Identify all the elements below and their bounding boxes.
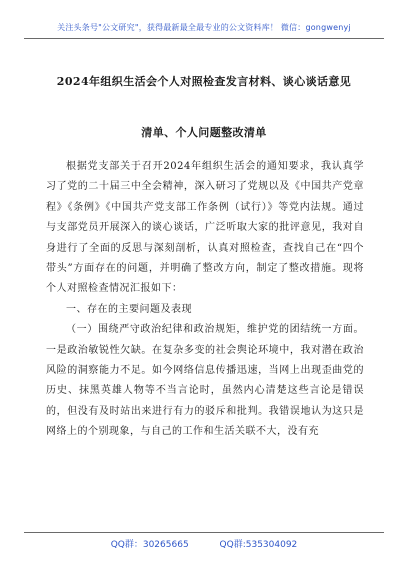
body-paragraph: （一）围绕严守政治纪律和政治规矩，维护党的团结统一方面。一是政治敏锐性欠缺。在复杂多变的社会舆论环境中，我对潜在政治风险的洞察能力不足。如今网络信息传播迅速，当网上出现歪曲党的历史、抹黑英雄人物等不当言论时，虽然内心清楚这些言论是错误的，但没有及时站出来进行有力的驳斥和批判。我错误地认为这只是网络上的个别现象，与自己的工作和生活关联不大，没有充 [46,324,364,438]
header-banner: 关注头条号"公文研究"，获得最新最全最专业的公文资料库！ 微信：gongwenyj [57,23,351,32]
footer-qq-group-1: QQ群：30265665 [110,540,189,550]
footer-contacts [0,537,408,550]
footer-divider [24,532,384,533]
document-title-line-2: 清单、个人问题整改清单 [141,126,267,139]
header-divider [24,38,384,39]
document-title-line-1: 2024年组织生活会个人对照检查发言材料、谈心谈话意见 [56,75,352,88]
intro-paragraph: 根据党支部关于召开2024年组织生活会的通知要求，我认真学习了党的二十届三中全会精神，深入研习了党规以及《中国共产党章程》《条例》《中国共产党支部工作条例（试行）》等党内法规。通过与支部党员开展深入的谈心谈话，广泛听取大家的批评意见，我对自身进行了全面的反思与深刻剖析，认真对照检查，查找自己在“四个带头”方面存在的问题，并明确了整改方向，制定了整改措施。现将个人对照检查情况汇报如下： [46,161,364,295]
section-heading: 一、存在的主要问题及表现 [66,303,192,315]
document-body [46,157,364,443]
footer-qq-group-2: QQ群:535304092 [219,540,298,550]
